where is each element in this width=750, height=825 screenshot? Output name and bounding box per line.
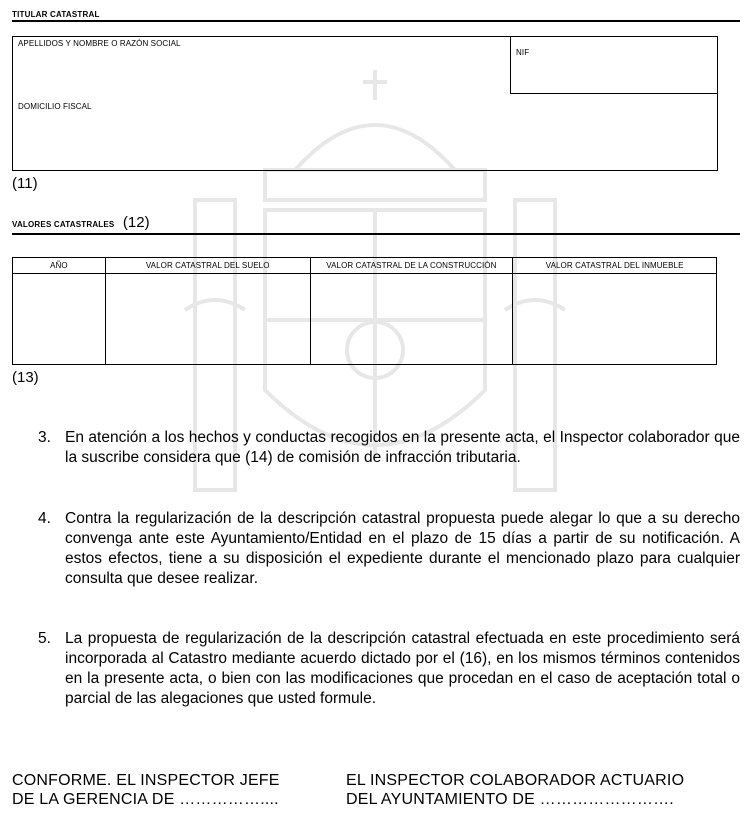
paragraph-text: En atención a los hechos y conductas recogidos en la presente acta, el Inspector colaborador que la suscribe considera que (14) de comisión de infracción tributaria.	[65, 429, 740, 466]
signature-right-line1: EL INSPECTOR COLABORADOR ACTUARIO	[346, 772, 685, 789]
valores-section-title: VALORES CATASTRALES	[12, 220, 115, 229]
nif-box	[510, 36, 718, 94]
titular-note: (11)	[12, 175, 38, 192]
paragraph-5	[38, 629, 740, 709]
signature-left	[12, 771, 280, 809]
cell-suelo	[105, 274, 310, 365]
paragraph-number: 3.	[38, 429, 51, 446]
paragraph-3	[38, 428, 740, 468]
valores-section-note: (12)	[122, 214, 150, 231]
valores-table	[12, 257, 717, 365]
paragraph-text: La propuesta de regularización de la descripción catastral efectuada en este procedimiento será incorporada al Catastro mediante acuerdo dictado por el (16), en los mismos términos contenidos en la presente acta, o bien con las modificaciones que procedan en el caso de aceptación total o parcial de las alegaciones que usted formule.	[65, 630, 740, 707]
paragraph-number: 4.	[38, 510, 51, 527]
column-header-inmueble: VALOR CATASTRAL DEL INMUEBLE	[513, 258, 717, 274]
column-header-construccion: VALOR CATASTRAL DE LA CONSTRUCCIÓN	[310, 258, 513, 274]
signature-right-line2: DEL AYUNTAMIENTO DE …………………….	[346, 791, 674, 808]
table-row	[13, 274, 717, 365]
valores-divider	[12, 233, 740, 235]
cell-year	[13, 274, 106, 365]
column-header-year: AÑO	[13, 258, 106, 274]
signature-right	[346, 771, 684, 809]
cell-inmueble	[513, 274, 717, 365]
signature-left-line1: CONFORME. EL INSPECTOR JEFE	[12, 772, 280, 789]
cell-construccion	[310, 274, 513, 365]
paragraph-number: 5.	[38, 630, 51, 647]
name-label: APELLIDOS Y NOMBRE O RAZÓN SOCIAL	[18, 39, 181, 48]
titular-section-title: TITULAR CATASTRAL	[12, 10, 100, 19]
domicilio-label: DOMICILIO FISCAL	[18, 102, 92, 111]
paragraph-4	[38, 509, 740, 589]
paragraph-text: Contra la regularización de la descripción catastral propuesta puede alegar lo que a su derecho convenga ante este Ayuntamiento/Entidad en el plazo de 15 días a partir de su notificación. A estos efectos, tiene a su disposición el expediente durante el mencionado plazo para cualquier consulta que desee realizar.	[65, 510, 740, 587]
valores-section-heading	[12, 214, 150, 232]
table-header-row	[13, 258, 717, 274]
nif-label: NIF	[516, 48, 530, 57]
titular-divider	[12, 20, 740, 22]
column-header-suelo: VALOR CATASTRAL DEL SUELO	[105, 258, 310, 274]
valores-note: (13)	[12, 369, 39, 386]
signature-left-line2: DE LA GERENCIA DE ……………....	[12, 791, 279, 808]
titular-box	[12, 36, 718, 171]
